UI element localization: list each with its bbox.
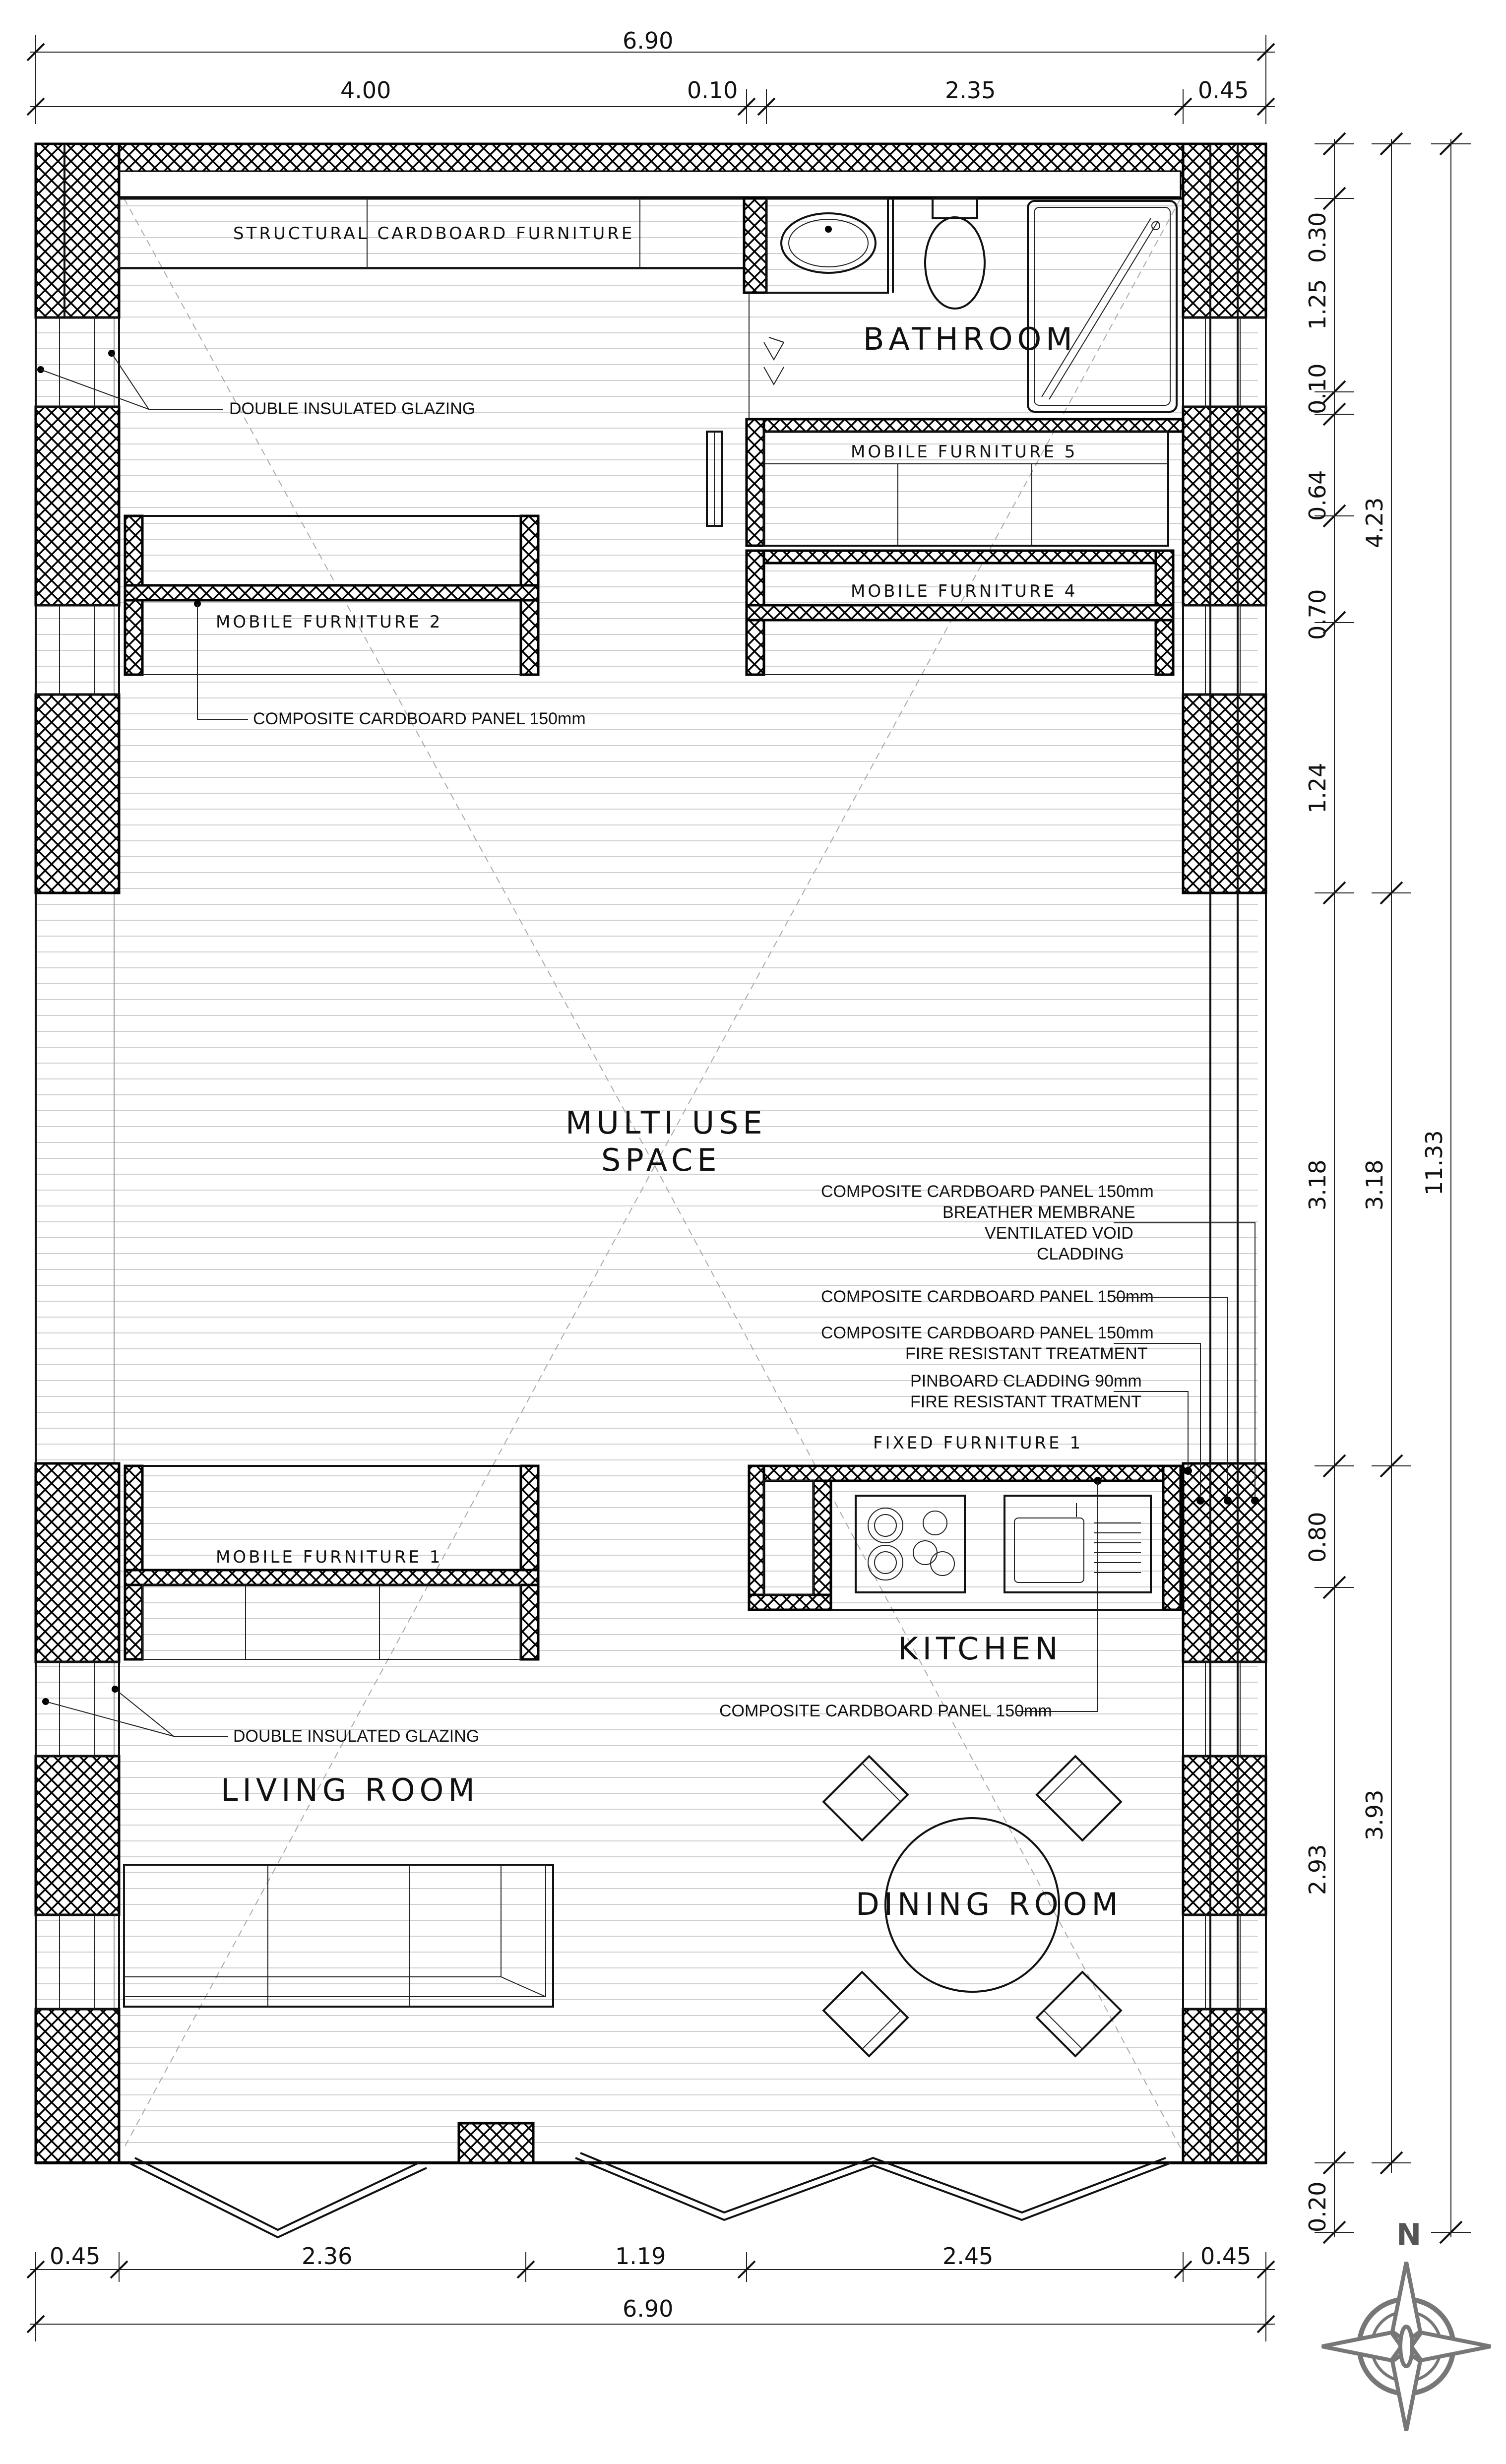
wall-right-2 — [1183, 407, 1266, 605]
note-panel-kitchen: COMPOSITE CARDBOARD PANEL 150mm — [719, 1702, 1052, 1720]
note-wall-c2: FIRE RESISTANT TREATMENT — [905, 1344, 1148, 1363]
wall-right-5 — [1183, 1756, 1266, 1915]
dim-top-4: 0.45 — [1198, 77, 1249, 104]
dimensions-top — [27, 27, 1275, 124]
note-wall-b1: COMPOSITE CARDBOARD PANEL 150mm — [821, 1287, 1154, 1306]
dim-right-2: 1.25 — [1304, 279, 1331, 330]
dim-bottom-3: 1.19 — [615, 2243, 666, 2270]
dim-right-3: 0.10 — [1304, 363, 1331, 414]
note-wall-a3: VENTILATED VOID — [985, 1224, 1133, 1243]
structural-furniture-label: STRUCTURAL CARDBOARD FURNITURE — [233, 224, 635, 244]
note-wall-a2: BREATHER MEMBRANE — [942, 1203, 1135, 1222]
dim-right-8: 0.80 — [1304, 1512, 1331, 1563]
dim-bottom-1: 0.45 — [50, 2243, 101, 2270]
note-panel-left: COMPOSITE CARDBOARD PANEL 150mm — [253, 709, 586, 728]
wall-left-2 — [36, 407, 119, 605]
room-label-kitchen: KITCHEN — [898, 1631, 1063, 1667]
folding-door-left — [129, 2163, 427, 2237]
room-label-bathroom: BATHROOM — [863, 321, 1077, 357]
dim-right-1: 0.30 — [1304, 212, 1331, 263]
wall-left-4 — [36, 1463, 119, 1662]
dimensions-bottom — [27, 2243, 1275, 2341]
wall-left-5 — [36, 1756, 119, 1915]
mobile-furniture-1-label: MOBILE FURNITURE 1 — [216, 1547, 443, 1567]
dim-bottom-5: 0.45 — [1200, 2243, 1252, 2270]
dimensions-right — [1304, 133, 1471, 2243]
fixed-furniture-1-label: FIXED FURNITURE 1 — [873, 1433, 1083, 1453]
dim-right-10: 0.20 — [1304, 2181, 1331, 2232]
dim-right-7: 3.18 — [1304, 1159, 1331, 1210]
dim-top-1: 4.00 — [340, 77, 391, 104]
room-label-dining: DINING ROOM — [856, 1886, 1123, 1922]
note-wall-d2: FIRE RESISTANT TRATMENT — [910, 1392, 1141, 1411]
note-glazing-bottom: DOUBLE INSULATED GLAZING — [233, 1727, 480, 1746]
wall-right-3 — [1183, 695, 1266, 893]
dim-top-2: 0.10 — [687, 77, 738, 104]
room-label-living: LIVING ROOM — [221, 1772, 479, 1808]
north-arrow-icon — [1322, 2217, 1491, 2431]
dim-bottom-total: 6.90 — [623, 2295, 674, 2322]
dim-right-4: 0.64 — [1304, 470, 1331, 521]
room-label-multi-use-1: MULTI USE — [565, 1105, 767, 1141]
wall-right-4 — [1183, 1463, 1266, 1662]
dim-right-mid-1: 4.23 — [1361, 497, 1388, 548]
wall-left-1 — [36, 144, 119, 317]
dim-bottom-4: 2.45 — [942, 2243, 994, 2270]
dim-right-total: 11.33 — [1421, 1130, 1447, 1196]
dim-right-mid-3: 3.93 — [1361, 1789, 1388, 1840]
mobile-furniture-5-label: MOBILE FURNITURE 5 — [851, 442, 1078, 462]
dim-right-9: 2.93 — [1304, 1844, 1331, 1895]
mobile-furniture-4-label: MOBILE FURNITURE 4 — [851, 581, 1078, 601]
note-wall-a4: CLADDING — [1037, 1245, 1124, 1264]
mobile-furniture-2-label: MOBILE FURNITURE 2 — [216, 612, 443, 632]
dim-bottom-2: 2.36 — [302, 2243, 353, 2270]
dim-right-mid-2: 3.18 — [1361, 1159, 1388, 1210]
wall-bottom-pier — [459, 2123, 533, 2163]
note-wall-a1: COMPOSITE CARDBOARD PANEL 150mm — [821, 1182, 1154, 1201]
wall-left-6 — [36, 2009, 119, 2163]
room-label-multi-use-2: SPACE — [601, 1142, 721, 1178]
note-wall-c1: COMPOSITE CARDBOARD PANEL 150mm — [821, 1324, 1154, 1342]
dim-top-total: 6.90 — [623, 27, 674, 54]
wall-right-1 — [1183, 144, 1266, 317]
dim-top-3: 2.35 — [945, 77, 996, 104]
wall-left-3 — [36, 695, 119, 893]
wall-right-6 — [1183, 2009, 1266, 2163]
note-glazing-top: DOUBLE INSULATED GLAZING — [229, 399, 476, 418]
compass-north-label: N — [1396, 2217, 1422, 2252]
dim-right-6: 1.24 — [1304, 762, 1331, 814]
dim-right-5: 0.70 — [1304, 589, 1331, 640]
note-wall-d1: PINBOARD CLADDING 90mm — [910, 1372, 1142, 1390]
